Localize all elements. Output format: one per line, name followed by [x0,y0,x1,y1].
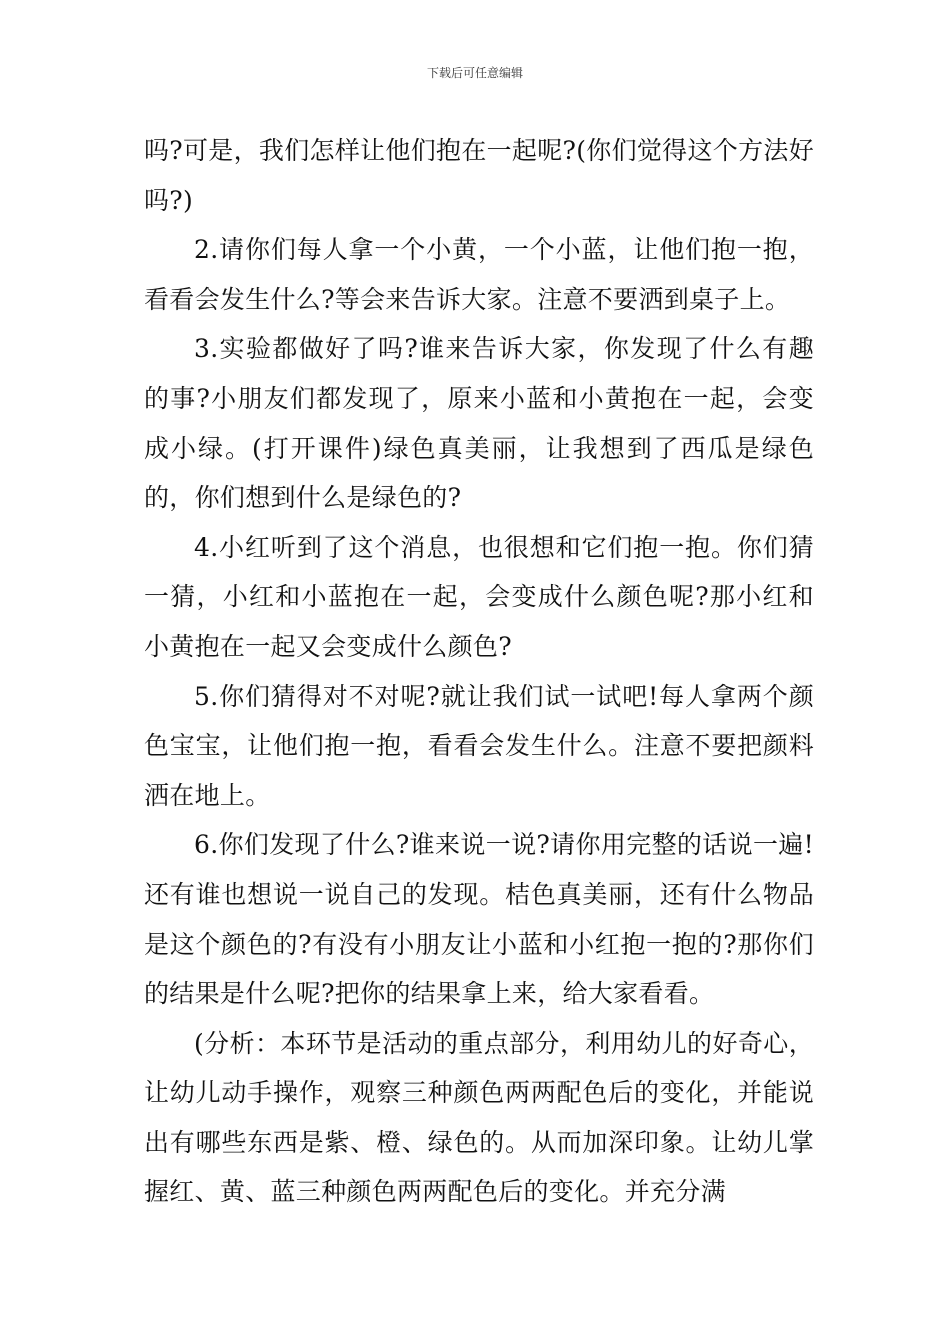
page-header: 下载后可任意编辑 [426,66,523,80]
paragraph-step-3: 3.实验都做好了吗?谁来告诉大家，你发现了什么有趣的事?小朋友们都发现了，原来小蓝和小黄抱在一起，会变成小绿。(打开课件)绿色真美丽，让我想到了西瓜是绿色的，你们想到什么是绿色的? [144,334,814,513]
paragraph-analysis: (分析：本环节是活动的重点部分，利用幼儿的好奇心，让幼儿动手操作，观察三种颜色两两配色后的变化，并能说出有哪些东西是紫、橙、绿色的。从而加深印象。让幼儿掌握红、黄、蓝三种颜色两两配色后的变化。并充分满 [144,1028,814,1207]
paragraph-continuation: 吗?可是，我们怎样让他们抱在一起呢?(你们觉得这个方法好吗?) [144,136,814,215]
document-body [144,126,814,1217]
paragraph-step-5: 5.你们猜得对不对呢?就让我们试一试吧!每人拿两个颜色宝宝，让他们抱一抱，看看会发生什么。注意不要把颜料洒在地上。 [144,681,814,810]
paragraph-step-2: 2.请你们每人拿一个小黄，一个小蓝，让他们抱一抱，看看会发生什么?等会来告诉大家。注意不要洒到桌子上。 [144,235,814,314]
paragraph-step-4: 4.小红听到了这个消息，也很想和它们抱一抱。你们猜一猜，小红和小蓝抱在一起，会变成什么颜色呢?那小红和小黄抱在一起又会变成什么颜色? [144,532,814,661]
paragraph-step-6: 6.你们发现了什么?谁来说一说?请你用完整的话说一遍!还有谁也想说一说自己的发现。桔色真美丽，还有什么物品是这个颜色的?有没有小朋友让小蓝和小红抱一抱的?那你们的结果是什么呢?把你的结果拿上来，给大家看看。 [144,830,814,1009]
